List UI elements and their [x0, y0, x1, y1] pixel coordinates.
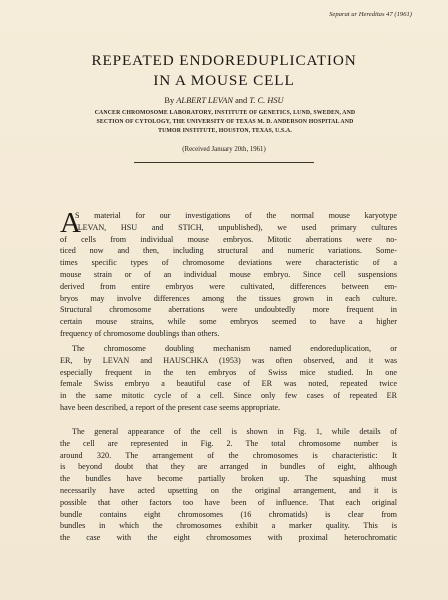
paragraph-1-line: bryos may involve differences among the tissues grown in each culture. — [60, 293, 397, 303]
drop-cap: A — [60, 207, 81, 239]
paragraph-3-line: the cell are represented in Fig. 2. The total chromosome number is — [60, 438, 397, 448]
article-title-line-1: REPEATED ENDOREDUPLICATION — [91, 52, 357, 69]
paragraph-2-line: The chromosome doubling mechanism named endoreduplication, or — [72, 344, 397, 353]
paragraph-3-line: the case with the eight chromosomes with proximal heterochromatic — [60, 533, 397, 543]
paragraph-1-line: S material for our investigations of the normal mouse karyotype — [75, 211, 397, 220]
affiliation-line-2: SECTION OF CYTOLOGY, THE UNIVERSITY OF TEXAS M. D. ANDERSON HOSPITAL AND — [96, 119, 354, 125]
byline-joiner: and — [235, 96, 248, 105]
paragraph-1-line: Structural chromosome aberrations were undoubtedly more frequent in — [60, 305, 397, 315]
paragraph-2 — [60, 343, 397, 414]
paragraph-1-line: times specific types of chromosome deviations were characteristic of a — [60, 258, 397, 268]
paragraph-3-line: The general appearance of the cell is shown in Fig. 1, while details of — [72, 427, 397, 436]
paragraph-1-line: derived from entire embryos were cultivated, differences between em- — [60, 281, 397, 291]
paragraph-2-line: in the same mitotic cycle of a cell. Since only few cases of repeated ER — [60, 391, 397, 401]
header-divider — [134, 162, 314, 163]
paragraph-1-line: frequency of chromosome doublings than others. — [60, 328, 220, 338]
paragraph-1-line: certain mouse strains, while some embryos seemed to have a higher — [60, 317, 397, 327]
paragraph-3 — [60, 426, 397, 544]
byline — [0, 96, 448, 105]
paragraph-3-line: the bundles have become partially broken up. The squashing must — [60, 474, 397, 484]
author-2: T. C. HSU — [249, 96, 284, 105]
paragraph-3-line: necessarily have acted upsetting on the original arrangement, and it is — [60, 485, 397, 495]
affiliation-line-3: TUMOR INSTITUTE, HOUSTON, TEXAS, U.S.A. — [158, 128, 292, 134]
paragraph-1-line: ticed now and then, including structural and numeric variations. Some- — [60, 246, 397, 256]
paragraph-2-line: ER, by LEVAN and HAUSCHKA (1953) was often observed, and it was — [60, 355, 397, 365]
article-title-line-2: IN A MOUSE CELL — [153, 72, 295, 89]
paragraph-2-line: have been described, a report of the present case seems appropriate. — [60, 402, 281, 412]
paragraph-1 — [60, 207, 397, 340]
paragraph-3-line: around 320. The arrangement of the chromosomes is characteristic: It — [60, 450, 397, 460]
paragraph-3-line: bundles in which the chromosomes exhibit a marker quality. This is — [60, 521, 397, 531]
paragraph-1-line: (LEVAN, HSU and STICH, unpublished), we used primary cultures — [75, 222, 397, 232]
paragraph-2-line: especially frequent in the ten embryos of Swiss mice studied. In one — [60, 367, 397, 377]
author-1: ALBERT LEVAN — [176, 96, 233, 105]
affiliation-line-1: CANCER CHROMOSOME LABORATORY, INSTITUTE OF GENETICS, LUND, SWEDEN, AND — [94, 110, 356, 116]
paragraph-1-line: mouse strain or of an individual mouse embryo. Since cell suspensions — [60, 269, 397, 279]
byline-prefix: By — [164, 96, 175, 105]
paragraph-3-line: possible that other factors too have been of influence. That each original — [60, 497, 397, 507]
running-head: Separat ur Hereditas 47 (1961) — [329, 11, 412, 18]
paragraph-2-line: female Swiss embryo a beautiful case of ER was noted, repeated twice — [60, 379, 397, 389]
received-date: (Received January 20th, 1961) — [182, 146, 266, 153]
paragraph-3-line: is beyond doubt that they are arranged in bundles of eight, although — [60, 462, 397, 472]
paragraph-3-line: bundle contains eight chromosomes (16 chromatids) is clear from — [60, 509, 397, 519]
paragraph-1-line: of cells from individual mouse embryos. Mitotic aberrations were no- — [60, 234, 397, 244]
